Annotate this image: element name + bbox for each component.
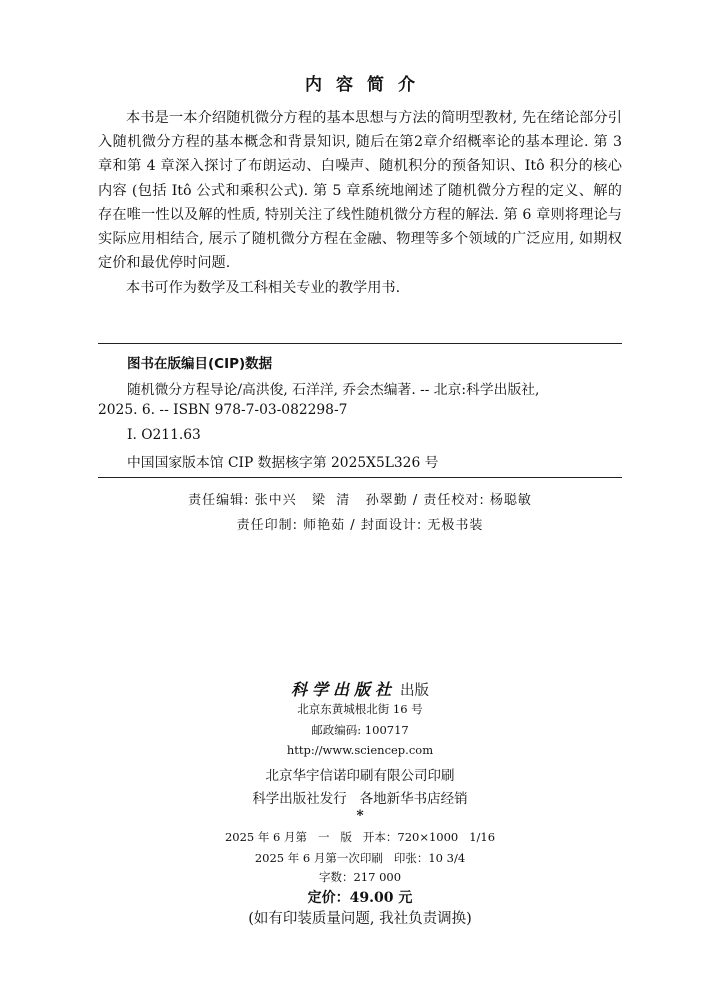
publisher-address: 北京东黄城根北街 16 号 xyxy=(297,702,423,716)
publisher-suffix: 出版 xyxy=(400,683,429,699)
publisher-line xyxy=(0,677,720,700)
top-rule xyxy=(98,343,622,344)
word-count-line: 字数：217 000 xyxy=(318,870,402,884)
edition-line: 2025 年 6 月第 一 版 开本：720×1000 1/16 xyxy=(224,830,496,844)
cip-heading: 图书在版编目(CIP)数据 xyxy=(127,356,273,372)
cip-line-3: I. O211.63 xyxy=(127,427,201,443)
publisher-logo: 科学出版社 xyxy=(290,680,396,699)
summary-title: 内容简介 xyxy=(305,75,429,95)
bottom-rule xyxy=(98,477,622,478)
distribution-line: 科学出版社发行 各地新华书店经销 xyxy=(252,791,468,807)
cip-line-2: 2025. 6. -- ISBN 978-7-03-082298-7 xyxy=(98,402,348,418)
editors-line-1: 责任编辑: 张中兴 梁 清 孙翠勤 / 责任校对: 杨聪敏 xyxy=(188,493,532,508)
price-line: 定价：49.00 元 xyxy=(307,890,413,906)
quality-note: (如有印装质量问题, 我社负责调换) xyxy=(248,911,472,927)
summary-paragraph-2: 本书可作为数学及工科相关专业的教学用书. xyxy=(126,280,401,296)
printer-line: 北京华宇信诺印刷有限公司印刷 xyxy=(265,768,455,784)
editors-line-2: 责任印制: 师艳茹 / 封面设计: 无极书装 xyxy=(236,518,484,533)
separator-star: * xyxy=(356,808,364,824)
cip-line-4: 中国国家版本馆 CIP 数据核字第 2025X5L326 号 xyxy=(127,455,439,471)
cip-line-1: 随机微分方程导论/高洪俊, 石洋洋, 乔会杰编著. -- 北京:科学出版社, xyxy=(127,382,540,398)
publisher-url: http://www.sciencep.com xyxy=(286,743,434,757)
summary-paragraph-1: 本书是一本介绍随机微分方程的基本思想与方法的简明型教材, 先在绪论部分引入随机微分方程的基本概念和背景知识, 随后在第2章介绍概率论的基本理论. 第 3 章和第 4 章深入探讨了布朗运动、白噪声、随机积分的预备知识、Itô 积分的核心内容 (包括 Itô 公式和乘积公式). 第 5 章系统地阐述了随机微分方程的定义、解的存在唯一性以及解的性质, 特别关注了线性随机微分方程的解法. 第 6 章则将理论与实际应用相结合, 展示了随机微分方程在金融、物理等多个领域的广泛应用, 如期权定价和最优停时问题. xyxy=(98,110,622,272)
publisher-postcode: 邮政编码: 100717 xyxy=(311,723,409,737)
printing-line: 2025 年 6 月第一次印刷 印张：10 3/4 xyxy=(254,851,466,865)
